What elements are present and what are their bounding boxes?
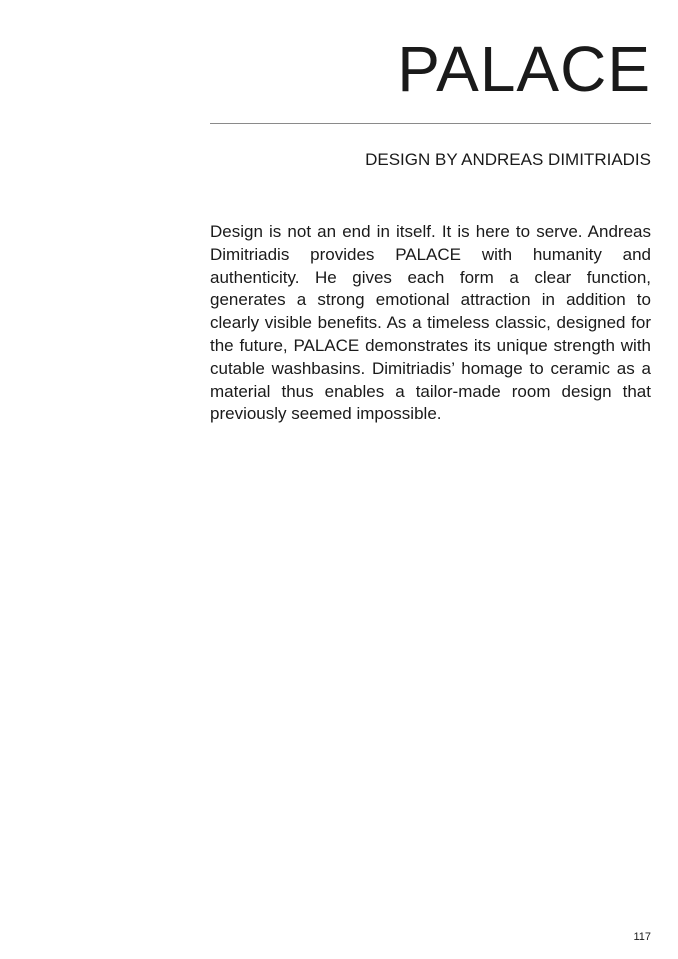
page-title: PALACE xyxy=(397,33,651,105)
body-paragraph: Design is not an end in itself. It is here to serve. Andreas Dimitriadis provides PALACE with humanity and authenticity. He gives each form a clear function, generates a strong emotional attraction in addition to clearly visible benefits. As a timeless classic, designed for the future, PALACE demonstrates its unique strength with cutable washbasins. Dimitriadis’ homage to ceramic as a material thus enables a tailor-made room design that previously seemed impossible. xyxy=(210,222,651,424)
title-divider xyxy=(210,123,651,124)
page-number: 117 xyxy=(633,931,651,943)
designer-credit: DESIGN BY ANDREAS DIMITRIADIS xyxy=(365,150,651,169)
